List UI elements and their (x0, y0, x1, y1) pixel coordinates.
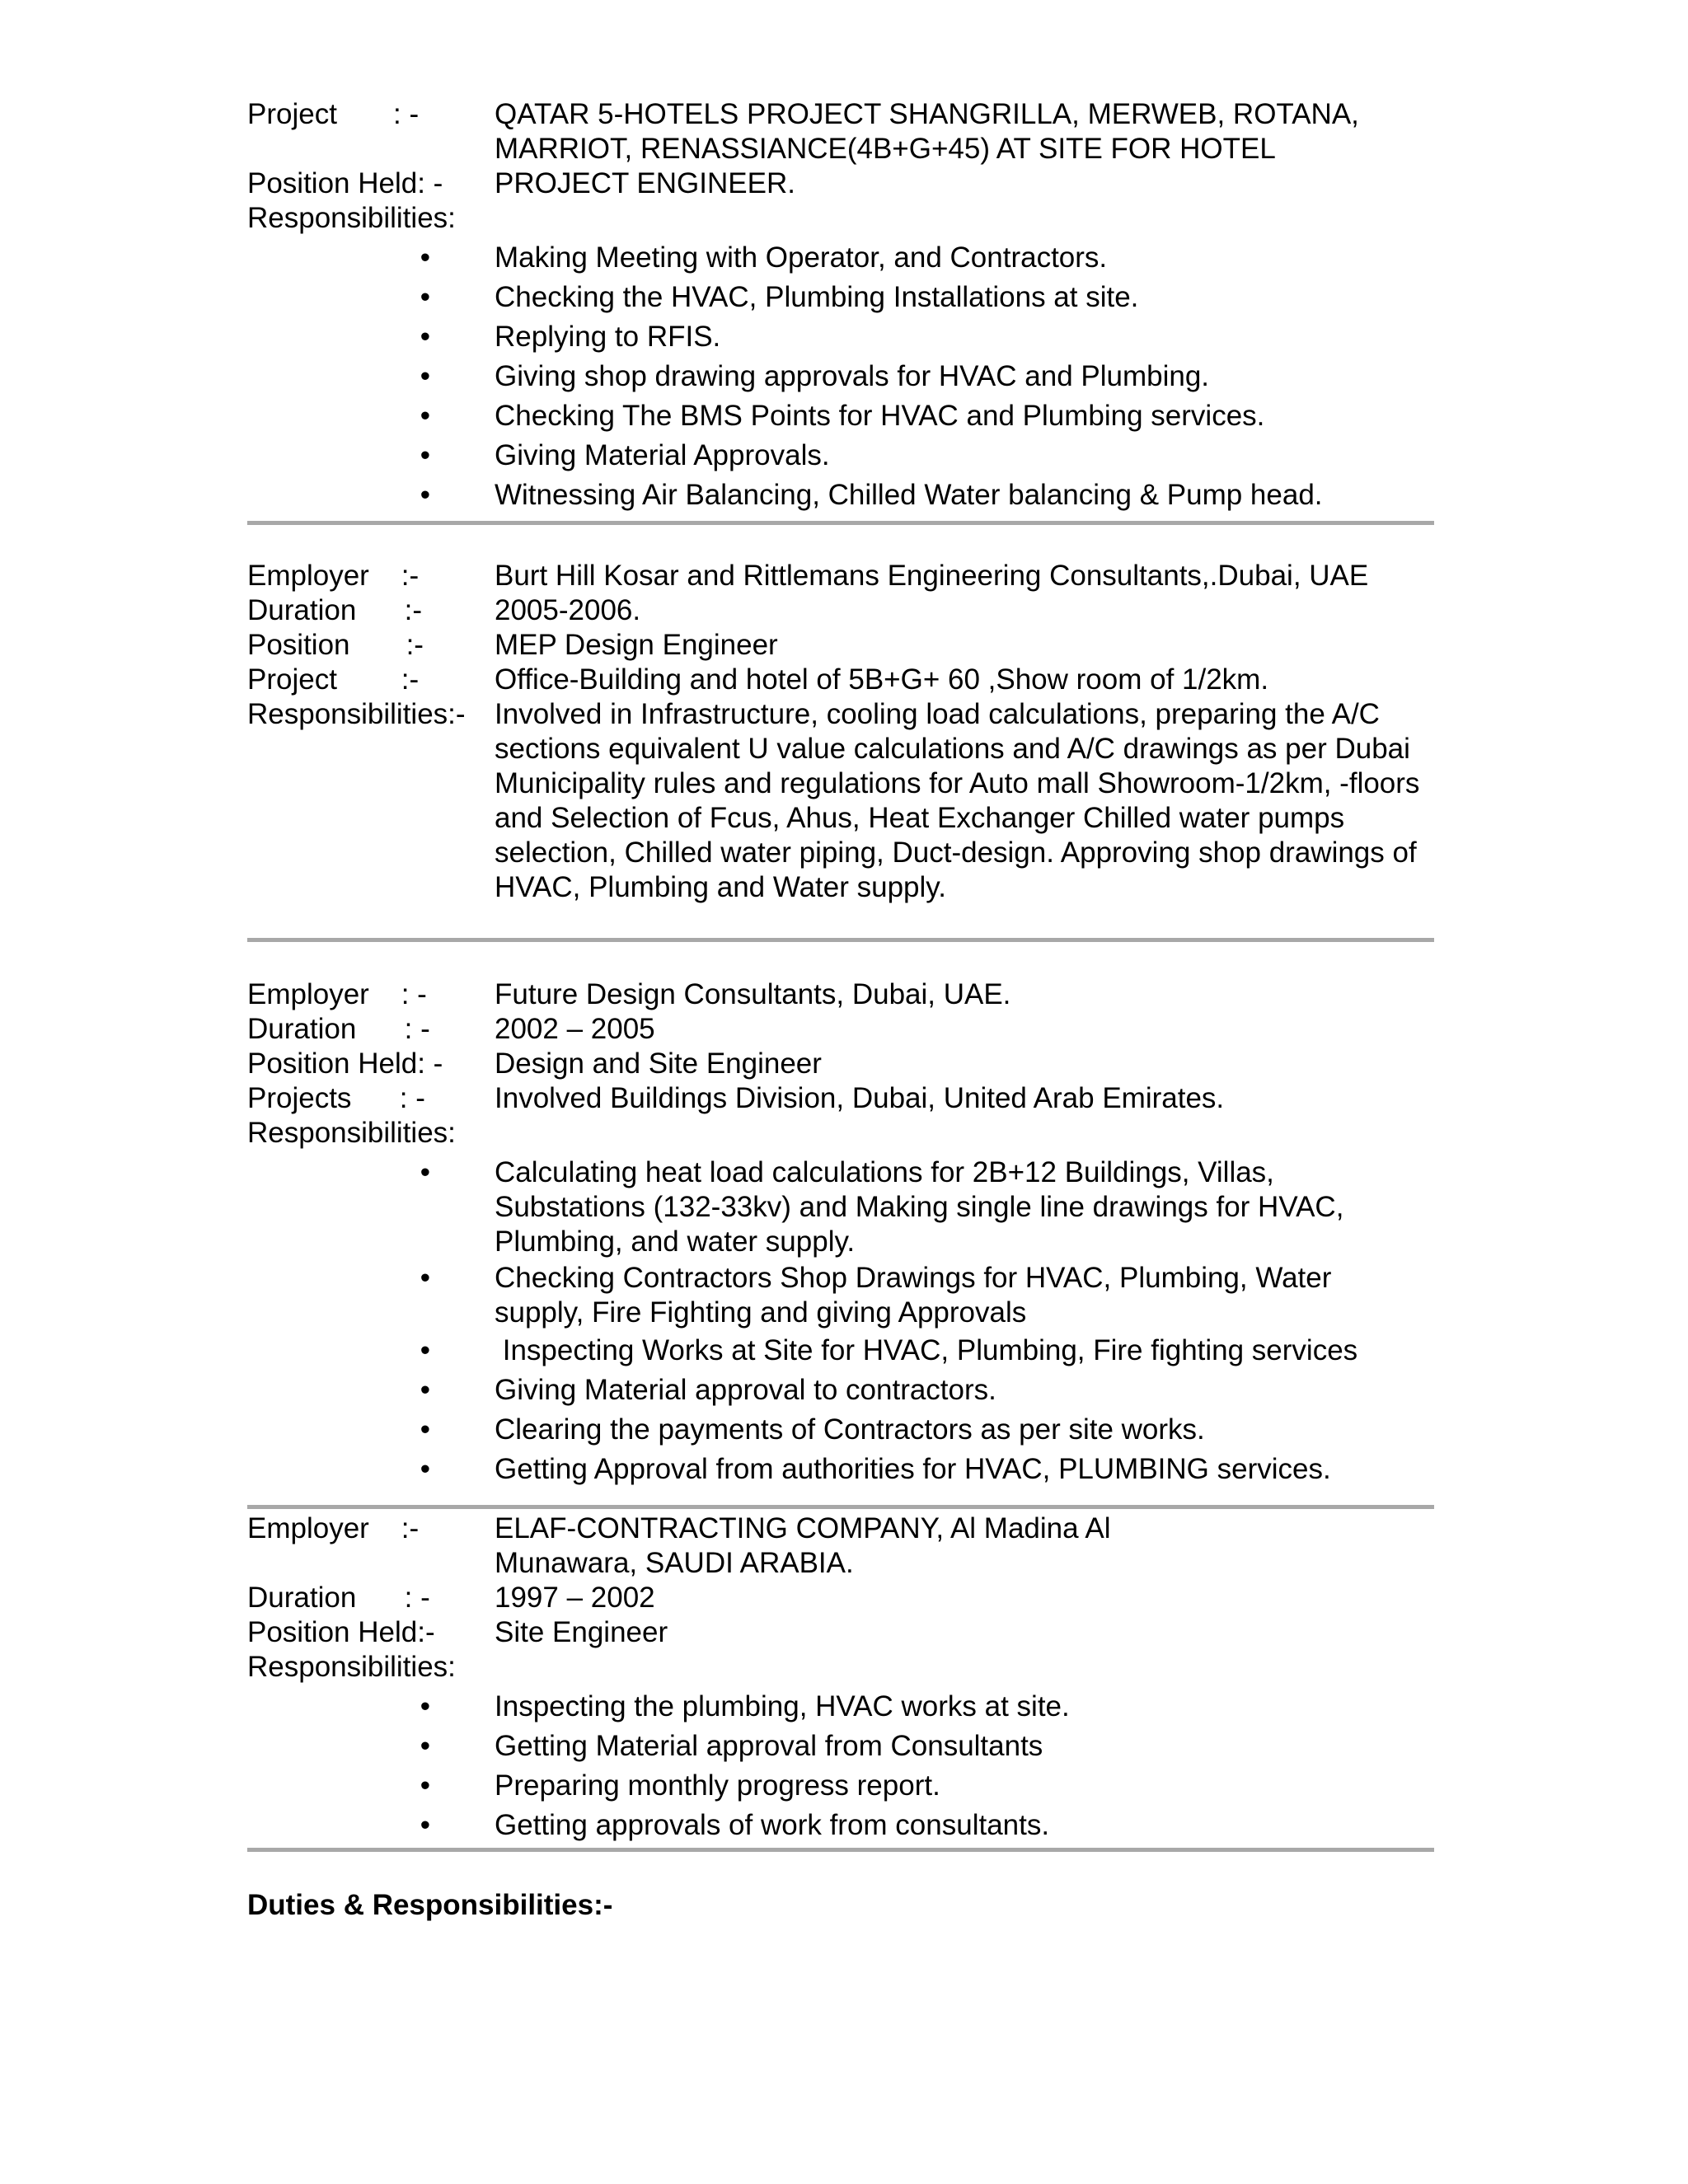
field-value: 2005-2006. (495, 594, 641, 626)
responsibilities-row (247, 201, 1434, 236)
bullet-icon: • (420, 360, 430, 392)
field-value: 1997 – 2002 (495, 1582, 655, 1614)
list-item: • Giving shop drawing approvals for HVAC and Plumbing. (247, 359, 1434, 399)
field-value: Future Design Consultants, Dubai, UAE. (495, 978, 1011, 1010)
duration-row (247, 1581, 1434, 1615)
section-divider (247, 1848, 1434, 1852)
section-divider (247, 938, 1434, 942)
list-item: • Preparing monthly progress report. (247, 1769, 1434, 1808)
field-value (495, 201, 1434, 236)
position-row (247, 628, 1434, 663)
list-item: • Checking Contractors Shop Drawings for HVAC, Plumbing, Water supply, Fire Fighting and giving Approvals (247, 1261, 1434, 1330)
field-value: Design and Site Engineer (495, 1047, 822, 1080)
field-label: Responsibilities: (247, 1651, 456, 1683)
bullet-icon: • (420, 479, 430, 511)
field-label: Employer : - (247, 978, 427, 1010)
field-label: Project : - (247, 98, 420, 130)
position-row (247, 1047, 1434, 1081)
responsibility-list (247, 241, 1434, 518)
responsibility-list (247, 1690, 1434, 1848)
employer-row (247, 1511, 1434, 1581)
experience-section-burt-hill (247, 559, 1434, 905)
field-label: Duration : - (247, 1013, 430, 1045)
field-value: QATAR 5-HOTELS PROJECT SHANGRILLA, MERWEB, ROTANA, MARRIOT, RENASSIANCE(4B+G+45) AT SITE FOR HOTEL (495, 98, 1359, 165)
bullet-icon: • (420, 1334, 430, 1366)
duration-row (247, 1012, 1434, 1047)
list-item: • Checking The BMS Points for HVAC and Plumbing services. (247, 399, 1434, 438)
bullet-icon: • (420, 1690, 430, 1722)
projects-row (247, 1081, 1434, 1116)
field-label: Responsibilities:- (247, 698, 466, 730)
resume-page (247, 97, 1434, 1923)
field-value: ELAF-CONTRACTING COMPANY, Al Madina Al Munawara, SAUDI ARABIA. (495, 1512, 1111, 1579)
field-value: Involved in Infrastructure, cooling load calculations, preparing the A/C sections equivalent U value calculations and A/C drawings as per Dubai Municipality rules and regulations for Auto mall Showroom-1/2km, -floors and Selection of Fcus, Ahus, Heat Exchanger Chilled water pumps selection, Chilled water piping, Duct-design. Approving shop drawings of HVAC, Plumbing and Water supply. (495, 698, 1420, 903)
bullet-icon: • (420, 1374, 430, 1406)
bullet-icon: • (420, 281, 430, 313)
bullet-icon: • (420, 1453, 430, 1485)
field-label: Responsibilities: (247, 202, 456, 234)
project-row (247, 663, 1434, 697)
list-item: • Replying to RFIS. (247, 320, 1434, 359)
project-row (247, 97, 1434, 166)
bullet-icon: • (420, 1730, 430, 1762)
field-value: 2002 – 2005 (495, 1013, 655, 1045)
list-item: • Inspecting Works at Site for HVAC, Plumbing, Fire fighting services (247, 1333, 1434, 1373)
field-value: PROJECT ENGINEER. (495, 167, 795, 199)
list-item: • Getting Approval from authorities for HVAC, PLUMBING services. (247, 1452, 1434, 1492)
field-value (495, 1116, 1434, 1151)
list-item: • Giving Material approval to contractors. (247, 1373, 1434, 1413)
field-value: Burt Hill Kosar and Rittlemans Engineering Consultants,.Dubai, UAE (495, 560, 1369, 592)
field-value (495, 1650, 1434, 1685)
field-value: MEP Design Engineer (495, 629, 778, 661)
bullet-icon: • (420, 439, 430, 471)
experience-section-future-design (247, 977, 1434, 1492)
field-value: Office-Building and hotel of 5B+G+ 60 ,Show room of 1/2km. (495, 663, 1269, 696)
field-label: Employer :- (247, 560, 420, 592)
experience-section-qatar (247, 97, 1434, 518)
employer-row (247, 559, 1434, 593)
responsibilities-row (247, 1116, 1434, 1151)
list-item: • Checking the HVAC, Plumbing Installations at site. (247, 280, 1434, 320)
section-divider (247, 1505, 1434, 1509)
responsibility-list (247, 1155, 1434, 1492)
bullet-icon: • (420, 1262, 430, 1294)
field-label: Duration : - (247, 1582, 430, 1614)
duties-heading: Duties & Responsibilities:- (247, 1889, 613, 1921)
field-value: Site Engineer (495, 1616, 668, 1648)
bullet-icon: • (420, 1769, 430, 1802)
bullet-icon: • (420, 1809, 430, 1841)
responsibilities-row (247, 1650, 1434, 1685)
field-label: Position :- (247, 629, 424, 661)
field-label: Projects : - (247, 1082, 425, 1114)
list-item: • Clearing the payments of Contractors as per site works. (247, 1413, 1434, 1452)
field-label: Employer :- (247, 1512, 420, 1544)
field-label: Position Held: - (247, 167, 443, 199)
bullet-icon: • (420, 1156, 430, 1188)
duration-row (247, 593, 1434, 628)
list-item: • Giving Material Approvals. (247, 438, 1434, 478)
bullet-icon: • (420, 400, 430, 432)
field-label: Responsibilities: (247, 1117, 456, 1149)
experience-section-elaf (247, 1511, 1434, 1848)
bullet-icon: • (420, 321, 430, 353)
list-item: • Making Meeting with Operator, and Contractors. (247, 241, 1434, 280)
list-item: • Inspecting the plumbing, HVAC works at site. (247, 1690, 1434, 1729)
list-item: • Witnessing Air Balancing, Chilled Water balancing & Pump head. (247, 478, 1434, 518)
bullet-icon: • (420, 1413, 430, 1446)
field-label: Duration :- (247, 594, 423, 626)
responsibilities-row (247, 697, 1434, 905)
section-divider (247, 521, 1434, 525)
field-value: Involved Buildings Division, Dubai, United Arab Emirates. (495, 1082, 1225, 1114)
list-item: • Getting approvals of work from consultants. (247, 1808, 1434, 1848)
bullet-icon: • (420, 241, 430, 274)
field-label: Position Held: - (247, 1047, 443, 1080)
field-label: Project :- (247, 663, 420, 696)
position-row (247, 166, 1434, 201)
list-item: • Calculating heat load calculations for 2B+12 Buildings, Villas, Substations (132-33kv) and Making single line drawings for HVAC, Plumbing, and water supply. (247, 1155, 1434, 1259)
position-row (247, 1615, 1434, 1650)
employer-row (247, 977, 1434, 1012)
field-label: Position Held:- (247, 1616, 435, 1648)
list-item: • Getting Material approval from Consultants (247, 1729, 1434, 1769)
